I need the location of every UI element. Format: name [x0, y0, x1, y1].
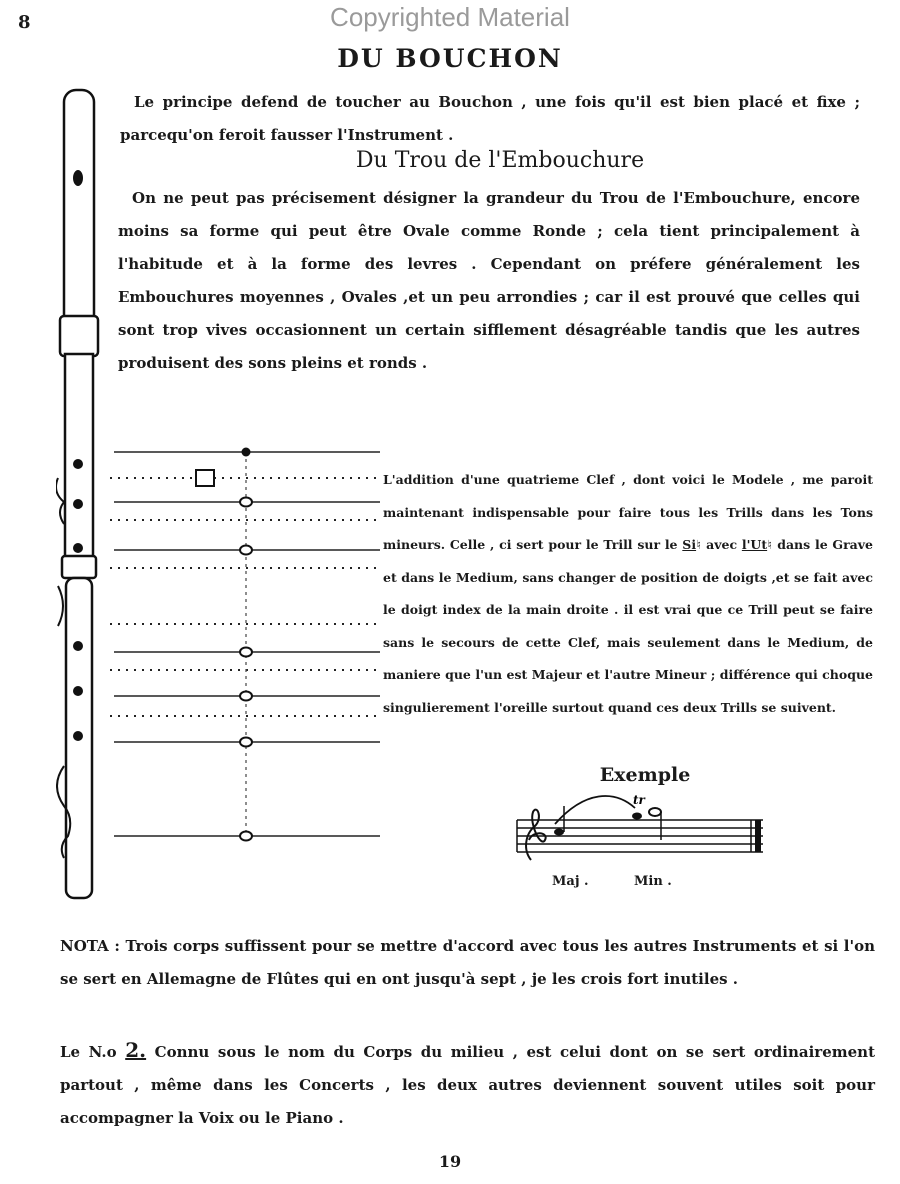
- flute-illustration: [56, 86, 112, 906]
- footer-page-number: 19: [438, 1152, 462, 1171]
- page-number: 8: [18, 12, 31, 33]
- label-minor: Min .: [634, 874, 672, 889]
- label-major: Maj .: [552, 874, 589, 889]
- note-si: Si: [682, 537, 697, 552]
- embouchure-paragraph: On ne peut pas précisement désigner la grandeur du Trou de l'Embouchure, encore moins sa forme qui peut être Ovale comme Ronde ; cela tient principalement à l'habitude et à la forme des levres . Cependant on préfere généralement les Embouchures moyennes , Ovales ,et un peu arrondies ; car il est prouvé que celles qui sont trop vives occasionnent un certain sifflement désagréable tandis que les autres produisent des sons pleins et ronds .: [118, 189, 860, 372]
- fourth-key-paragraph: [383, 464, 873, 724]
- addition-text-1: L'addition d'une quatrieme Clef , dont voici le Modele , me paroit maintenant indispensable pour faire tous les Trills dans les Tons mineurs. Celle , ci sert pour le Trill sur le: [383, 472, 873, 552]
- natural-sign: ♮: [767, 537, 773, 552]
- watermark: Copyrighted Material: [330, 2, 570, 32]
- no2-paragraph: [60, 1034, 875, 1135]
- example-title: Exemple: [599, 764, 691, 786]
- addition-text-2: avec: [701, 537, 742, 552]
- key-diagram: [108, 440, 383, 850]
- natural-sign: ♮: [696, 537, 702, 552]
- bouchon-paragraph: Le principe defend de toucher au Bouchon , une fois qu'il est bien placé et fixe ; parcequ'on feroit fausser l'Instrument .: [120, 93, 860, 144]
- trill-mark: tr: [633, 793, 645, 807]
- no2-text: Connu sous le nom du Corps du milieu , est celui dont on se sert ordinairement partout , même dans les Concerts , les deux autres deviennent souvent utiles soit pour accompagner la Voix ou le Piano .: [60, 1043, 875, 1127]
- page-title: DU BOUCHON: [337, 44, 563, 73]
- no2-prefix: Le N.o: [60, 1043, 126, 1061]
- no2-number: 2.: [125, 1038, 147, 1062]
- music-example-staff: [515, 790, 765, 870]
- note-ut: l'Ut: [741, 537, 768, 552]
- section-subtitle: Du Trou de l'Embouchure: [355, 148, 645, 173]
- addition-text-3: dans le Grave et dans le Medium, sans changer de position de doigts ,et se fait avec le doigt index de la main droite . il est vrai que ce Trill peut se faire sans le secours de cette Clef, mais seulement dans le Medium, de maniere que l'un est Majeur et l'autre Mineur ; différence qui choque singulierement l'oreille surtout quand ces deux Trills se suivent.: [383, 537, 873, 715]
- nota-paragraph: NOTA : Trois corps suffissent pour se mettre d'accord avec tous les autres Instruments et si l'on se sert en Allemagne de Flûtes qui en ont jusqu'à sept , je les crois fort inutiles .: [60, 937, 875, 988]
